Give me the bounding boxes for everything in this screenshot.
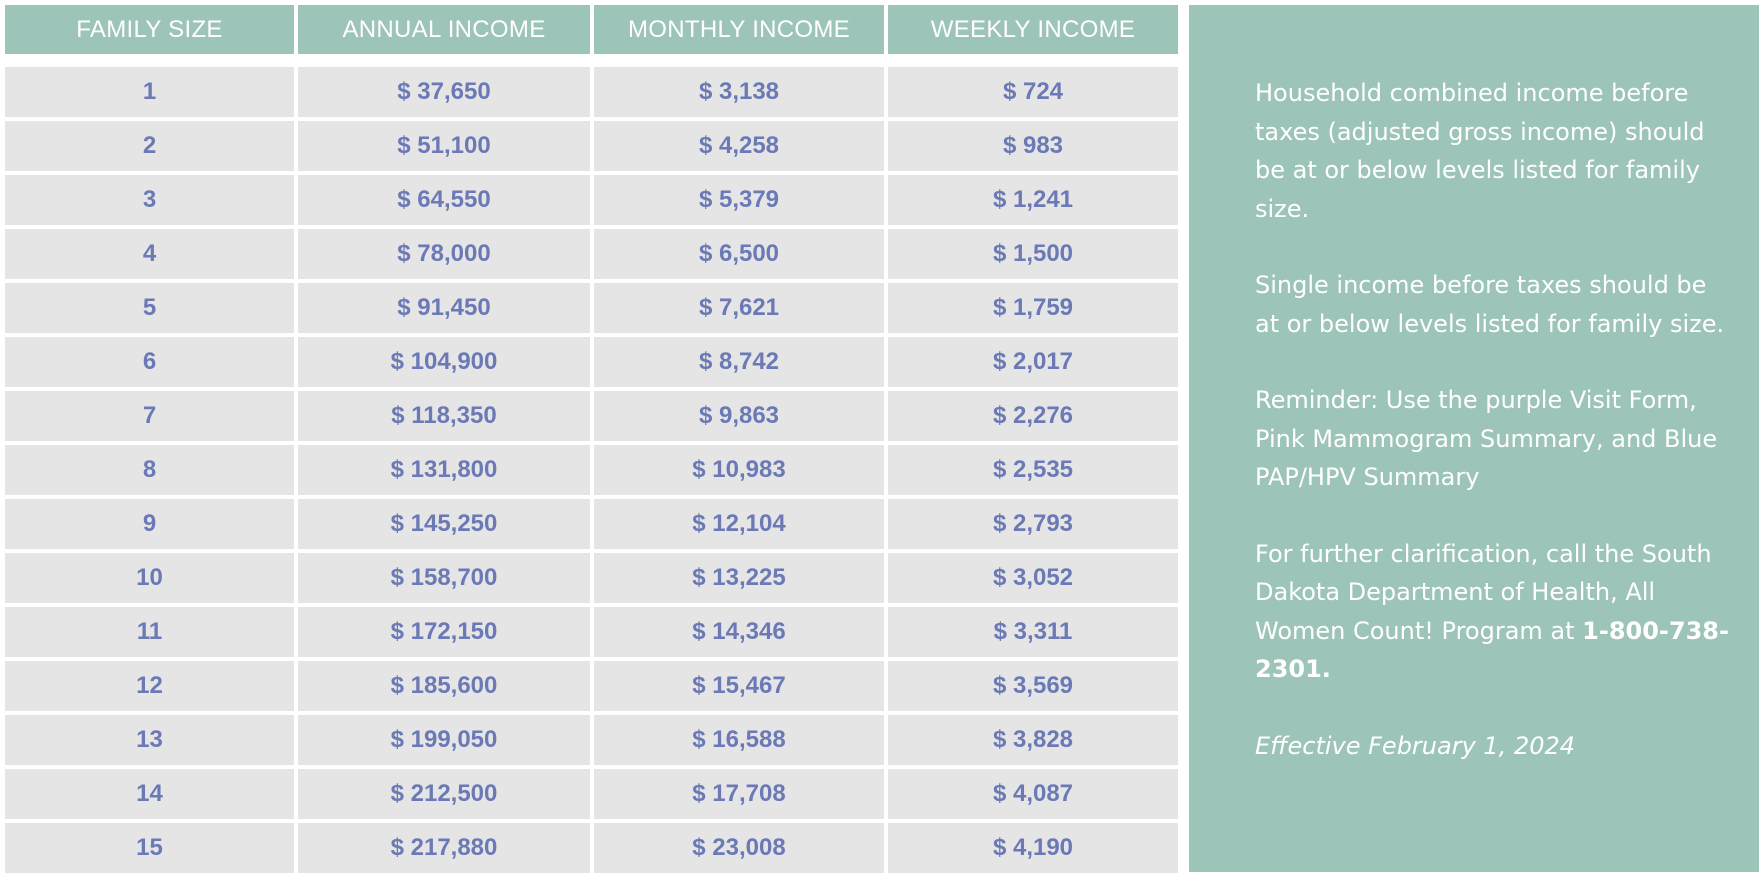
phone-number: 1-800-738-2301. (1255, 616, 1729, 683)
cell-annual-income: $ 51,100 (298, 121, 590, 171)
cell-weekly-income: $ 3,569 (888, 661, 1178, 711)
cell-monthly-income: $ 16,588 (594, 715, 884, 765)
cell-weekly-income: $ 4,190 (888, 823, 1178, 873)
cell-weekly-income: $ 3,311 (888, 607, 1178, 657)
effective-date: Effective February 1, 2024 (1255, 731, 1576, 760)
cell-weekly-income: $ 3,828 (888, 715, 1178, 765)
cell-family-size: 13 (5, 715, 294, 765)
cell-family-size: 2 (5, 121, 294, 171)
cell-annual-income: $ 64,550 (298, 175, 590, 225)
cell-annual-income: $ 212,500 (298, 769, 590, 819)
cell-monthly-income: $ 15,467 (594, 661, 884, 711)
cell-family-size: 1 (5, 67, 294, 117)
cell-weekly-income: $ 4,087 (888, 769, 1178, 819)
cell-annual-income: $ 172,150 (298, 607, 590, 657)
cell-weekly-income: $ 3,052 (888, 553, 1178, 603)
cell-monthly-income: $ 8,742 (594, 337, 884, 387)
cell-monthly-income: $ 3,138 (594, 67, 884, 117)
cell-annual-income: $ 91,450 (298, 283, 590, 333)
cell-weekly-income: $ 983 (888, 121, 1178, 171)
single-income-note: Single income before taxes should be at or below levels listed for family size. (1255, 271, 1725, 338)
cell-annual-income: $ 131,800 (298, 445, 590, 495)
cell-annual-income: $ 118,350 (298, 391, 590, 441)
cell-monthly-income: $ 17,708 (594, 769, 884, 819)
cell-weekly-income: $ 2,276 (888, 391, 1178, 441)
cell-monthly-income: $ 4,258 (594, 121, 884, 171)
cell-monthly-income: $ 5,379 (594, 175, 884, 225)
info-panel (1189, 5, 1759, 872)
cell-weekly-income: $ 1,241 (888, 175, 1178, 225)
cell-annual-income: $ 217,880 (298, 823, 590, 873)
cell-annual-income: $ 199,050 (298, 715, 590, 765)
cell-annual-income: $ 104,900 (298, 337, 590, 387)
cell-monthly-income: $ 23,008 (594, 823, 884, 873)
info-text (1255, 74, 1735, 803)
cell-annual-income: $ 158,700 (298, 553, 590, 603)
cell-monthly-income: $ 6,500 (594, 229, 884, 279)
cell-annual-income: $ 37,650 (298, 67, 590, 117)
cell-family-size: 7 (5, 391, 294, 441)
cell-family-size: 10 (5, 553, 294, 603)
cell-monthly-income: $ 7,621 (594, 283, 884, 333)
header-annual-income: ANNUAL INCOME (298, 5, 590, 54)
cell-family-size: 3 (5, 175, 294, 225)
cell-family-size: 9 (5, 499, 294, 549)
clarification-text: For further clarification, call the South Dakota Department of Health, All Women Count! Program at (1255, 539, 1712, 645)
cell-monthly-income: $ 13,225 (594, 553, 884, 603)
cell-family-size: 5 (5, 283, 294, 333)
cell-family-size: 8 (5, 445, 294, 495)
cell-annual-income: $ 145,250 (298, 499, 590, 549)
cell-weekly-income: $ 1,759 (888, 283, 1178, 333)
cell-monthly-income: $ 14,346 (594, 607, 884, 657)
cell-annual-income: $ 78,000 (298, 229, 590, 279)
cell-family-size: 4 (5, 229, 294, 279)
cell-family-size: 15 (5, 823, 294, 873)
cell-monthly-income: $ 12,104 (594, 499, 884, 549)
cell-weekly-income: $ 2,017 (888, 337, 1178, 387)
cell-family-size: 11 (5, 607, 294, 657)
header-weekly-income: WEEKLY INCOME (888, 5, 1178, 54)
clarification-note (1255, 535, 1735, 689)
cell-monthly-income: $ 9,863 (594, 391, 884, 441)
header-family-size: FAMILY SIZE (5, 5, 294, 54)
cell-weekly-income: $ 724 (888, 67, 1178, 117)
cell-weekly-income: $ 2,535 (888, 445, 1178, 495)
header-monthly-income: MONTHLY INCOME (594, 5, 884, 54)
cell-family-size: 6 (5, 337, 294, 387)
cell-monthly-income: $ 10,983 (594, 445, 884, 495)
cell-annual-income: $ 185,600 (298, 661, 590, 711)
cell-weekly-income: $ 1,500 (888, 229, 1178, 279)
cell-family-size: 12 (5, 661, 294, 711)
reminder-note: Reminder: Use the purple Visit Form, Pink Mammogram Summary, and Blue PAP/HPV Summary (1255, 386, 1718, 491)
cell-weekly-income: $ 2,793 (888, 499, 1178, 549)
cell-family-size: 14 (5, 769, 294, 819)
household-income-note: Household combined income before taxes (adjusted gross income) should be at or below levels listed for family size. (1255, 79, 1705, 223)
